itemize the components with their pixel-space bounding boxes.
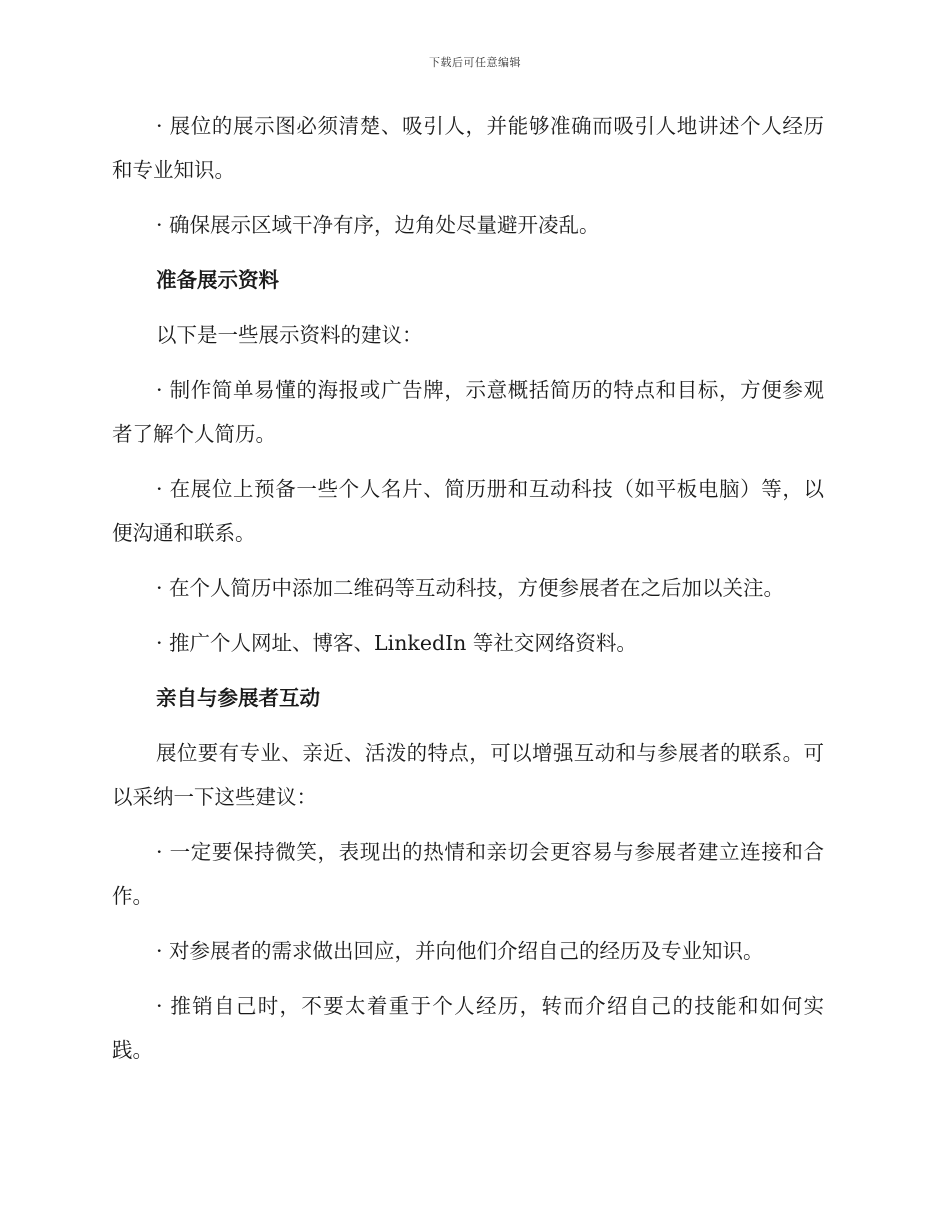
section-heading-interaction: 亲自与参展者互动 [156,686,320,710]
paragraph-social-links: · 推广个人网址、博客、LinkedIn 等社交网络资料。 [156,631,637,655]
paragraph-display-board: · 展位的展示图必须清楚、吸引人，并能够准确而吸引人地讲述个人经历和专业知识。 [112,114,824,182]
paragraph-materials-intro: 以下是一些展示资料的建议： [156,323,423,347]
paragraph-interaction-intro: 展位要有专业、亲近、活泼的特点，可以增强互动和与参展者的联系。可以采纳一下这些建议： [112,741,824,809]
paragraph-poster: · 制作简单易懂的海报或广告牌，示意概括简历的特点和目标，方便参观者了解个人简历。 [112,378,824,446]
document-body [112,104,824,1083]
paragraph-business-cards: · 在展位上预备一些个人名片、简历册和互动科技（如平板电脑）等，以便沟通和联系。 [112,477,824,545]
paragraph-tidy-area: · 确保展示区域干净有序，边角处尽量避开凌乱。 [156,213,600,237]
paragraph-respond-needs: · 对参展者的需求做出回应，并向他们介绍自己的经历及专业知识。 [156,939,764,963]
paragraph-promote-skills: · 推销自己时，不要太着重于个人经历，转而介绍自己的技能和如何实践。 [112,994,824,1062]
page-header: 下载后可任意编辑 [429,56,521,69]
paragraph-smile: · 一定要保持微笑，表现出的热情和亲切会更容易与参展者建立连接和合作。 [112,840,824,908]
paragraph-qr-code: · 在个人简历中添加二维码等互动科技，方便参展者在之后加以关注。 [156,576,785,600]
section-heading-prepare-materials: 准备展示资料 [156,268,279,292]
